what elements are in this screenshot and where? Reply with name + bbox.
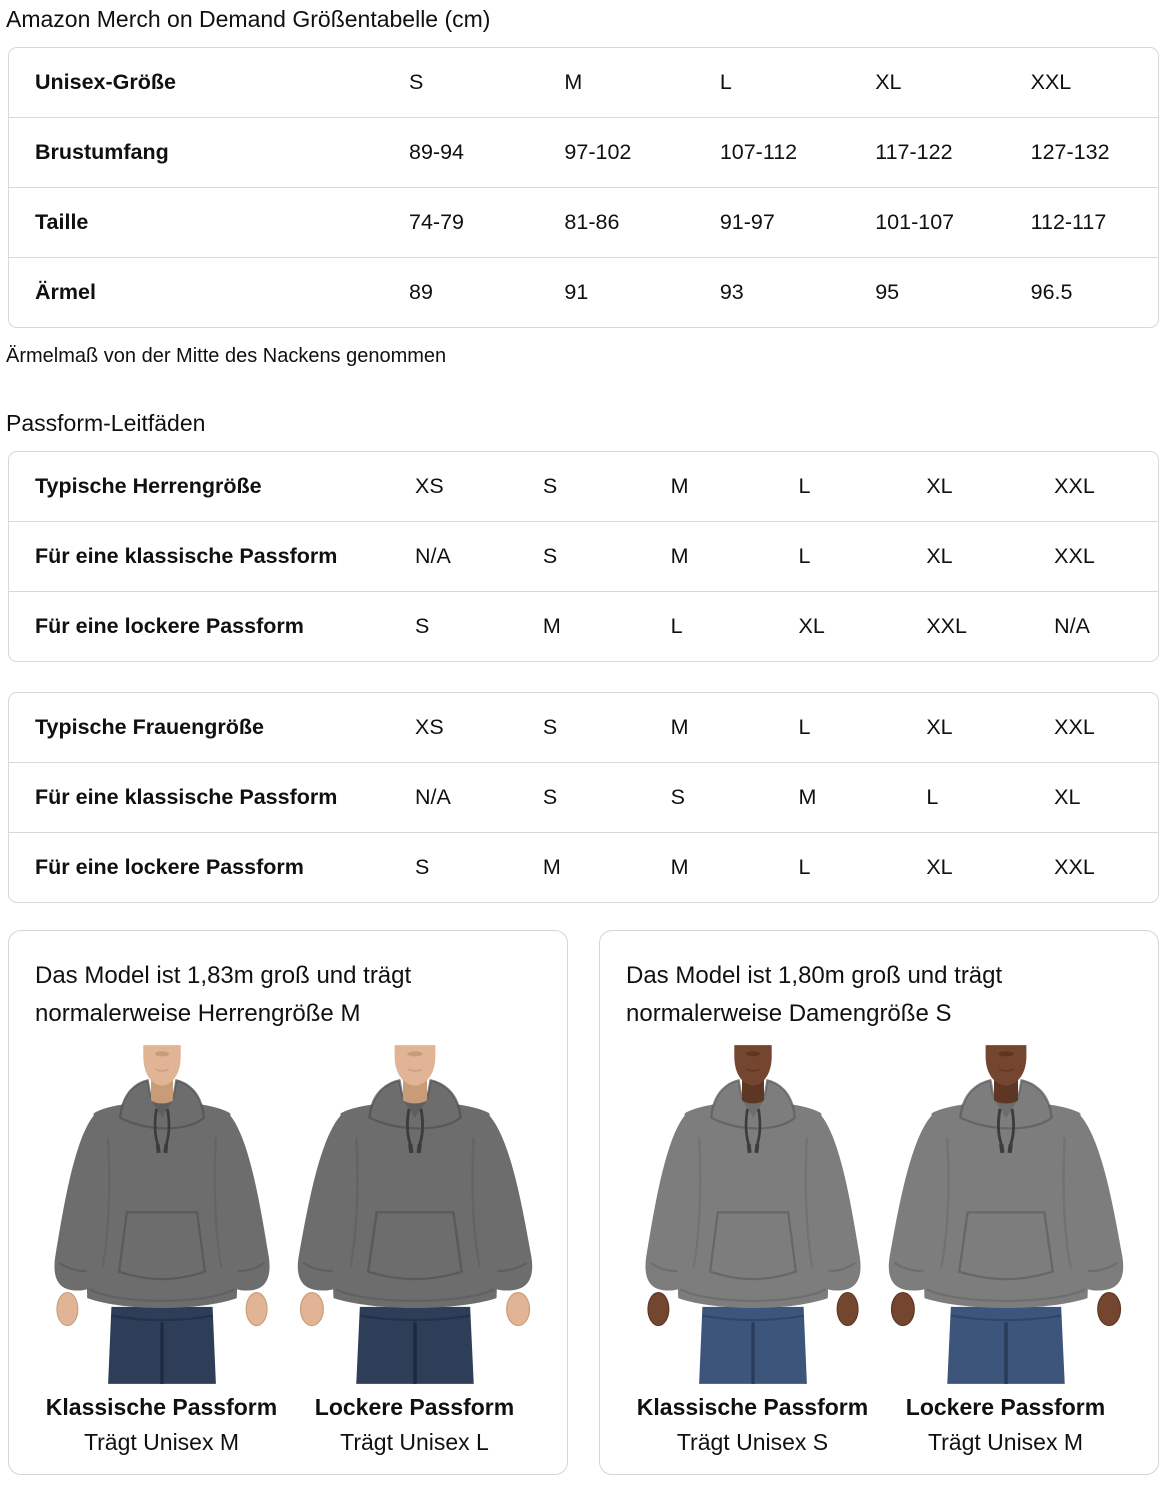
fit-guides-heading: Passform-Leitfäden xyxy=(6,410,206,436)
row-label: Typische Herrengröße xyxy=(35,474,262,498)
cell-value: L xyxy=(798,715,811,739)
row-label: Brustumfang xyxy=(35,140,169,164)
table-row xyxy=(9,187,1158,257)
row-label: Für eine lockere Passform xyxy=(35,855,304,879)
cell-value: S xyxy=(542,785,558,809)
cell-value: S xyxy=(409,70,424,94)
cell-value: XXL xyxy=(1054,474,1095,498)
cell-value: XXL xyxy=(1054,855,1095,879)
cell-value: M xyxy=(542,855,561,879)
figures-row xyxy=(626,1045,1132,1458)
male-model-loose-photo xyxy=(283,1045,547,1384)
wears-label: Trägt Unisex M xyxy=(927,1429,1084,1455)
men-fit-table xyxy=(8,451,1159,662)
female-model-card xyxy=(599,930,1159,1475)
cell-value: 101-107 xyxy=(875,210,955,234)
cell-value: L xyxy=(798,544,811,568)
sleeve-measure-note: Ärmelmaß von der Mitte des Nackens genommen xyxy=(6,345,447,367)
cell-value: S xyxy=(542,474,558,498)
cell-value: 95 xyxy=(875,280,900,304)
cell-value: M xyxy=(798,785,817,809)
row-label: Für eine klassische Passform xyxy=(35,544,338,568)
cell-value: 81-86 xyxy=(564,210,620,234)
cell-value: M xyxy=(670,855,689,879)
row-label: Typische Frauengröße xyxy=(35,715,264,739)
cell-value: L xyxy=(926,785,939,809)
cell-value: XXL xyxy=(926,614,967,638)
unisex-size-table xyxy=(8,47,1159,328)
cell-value: 97-102 xyxy=(564,140,632,164)
male-model-card xyxy=(8,930,568,1475)
cell-value: 91-97 xyxy=(719,210,775,234)
cell-value: N/A xyxy=(1054,614,1090,638)
cell-value: L xyxy=(798,855,811,879)
cell-value: M xyxy=(542,614,561,638)
card-description: Das Model ist 1,83m groß und trägt normalerweise Herrengröße M xyxy=(35,962,412,1027)
cell-value: XXL xyxy=(1054,544,1095,568)
cell-value: M xyxy=(564,70,583,94)
page-title: Amazon Merch on Demand Größentabelle (cm) xyxy=(6,6,491,32)
classic-fit-figure xyxy=(35,1045,288,1458)
cell-value: 117-122 xyxy=(875,140,953,164)
table-row xyxy=(9,117,1158,187)
table-row xyxy=(9,521,1158,591)
cell-value: L xyxy=(670,614,683,638)
cell-value: XL xyxy=(926,855,953,879)
fit-label: Klassische Passform xyxy=(45,1394,278,1420)
cell-value: 93 xyxy=(719,280,744,304)
fit-label: Klassische Passform xyxy=(636,1394,869,1420)
model-cards-row xyxy=(8,930,1159,1475)
cell-value: S xyxy=(415,614,430,638)
cell-value: 91 xyxy=(564,280,589,304)
wears-label: Trägt Unisex S xyxy=(676,1429,829,1455)
table-row xyxy=(9,48,1158,117)
female-model-loose-photo xyxy=(874,1045,1138,1384)
classic-fit-figure xyxy=(626,1045,879,1458)
cell-value: 112-117 xyxy=(1030,210,1107,234)
cell-value: 74-79 xyxy=(409,210,464,234)
figures-row xyxy=(35,1045,541,1458)
cell-value: M xyxy=(670,715,689,739)
cell-value: XL xyxy=(1054,785,1081,809)
size-chart-page xyxy=(8,6,1159,1475)
women-fit-table xyxy=(8,692,1159,903)
cell-value: S xyxy=(415,855,430,879)
row-label: Für eine klassische Passform xyxy=(35,785,338,809)
cell-value: M xyxy=(670,474,689,498)
cell-value: S xyxy=(670,785,685,809)
cell-value: 107-112 xyxy=(719,140,798,164)
cell-value: 89-94 xyxy=(409,140,464,164)
cell-value: XL xyxy=(926,544,953,568)
cell-value: XL xyxy=(926,474,953,498)
table-row xyxy=(9,257,1158,327)
cell-value: XL xyxy=(926,715,953,739)
cell-value: S xyxy=(542,715,558,739)
card-description: Das Model ist 1,80m groß und trägt normalerweise Damengröße S xyxy=(626,962,1003,1027)
table-row xyxy=(9,591,1158,661)
cell-value: N/A xyxy=(415,785,451,809)
row-label: Für eine lockere Passform xyxy=(35,614,304,638)
fit-label: Lockere Passform xyxy=(905,1394,1106,1420)
row-label: Ärmel xyxy=(35,280,96,304)
male-model-classic-photo xyxy=(41,1045,283,1384)
cell-value: 127-132 xyxy=(1030,140,1110,164)
table-row xyxy=(9,452,1158,521)
cell-value: S xyxy=(542,544,558,568)
row-label: Taille xyxy=(35,210,89,234)
cell-value: N/A xyxy=(415,544,451,568)
row-label: Unisex-Größe xyxy=(35,70,176,94)
cell-value: M xyxy=(670,544,689,568)
wears-label: Trägt Unisex L xyxy=(340,1429,489,1455)
cell-value: XL xyxy=(798,614,825,638)
cell-value: 89 xyxy=(409,280,433,304)
cell-value: XS xyxy=(415,474,444,498)
table-row xyxy=(9,832,1158,902)
cell-value: XS xyxy=(415,715,444,739)
wears-label: Trägt Unisex M xyxy=(83,1429,240,1455)
cell-value: XXL xyxy=(1030,70,1072,94)
loose-fit-figure xyxy=(288,1045,541,1458)
cell-value: L xyxy=(798,474,811,498)
loose-fit-figure xyxy=(879,1045,1132,1458)
cell-value: XXL xyxy=(1054,715,1095,739)
fit-label: Lockere Passform xyxy=(314,1394,515,1420)
cell-value: L xyxy=(719,70,732,94)
table-row xyxy=(9,762,1158,832)
table-row xyxy=(9,693,1158,762)
cell-value: 96.5 xyxy=(1030,280,1073,304)
female-model-classic-photo xyxy=(632,1045,874,1384)
cell-value: XL xyxy=(875,70,902,94)
